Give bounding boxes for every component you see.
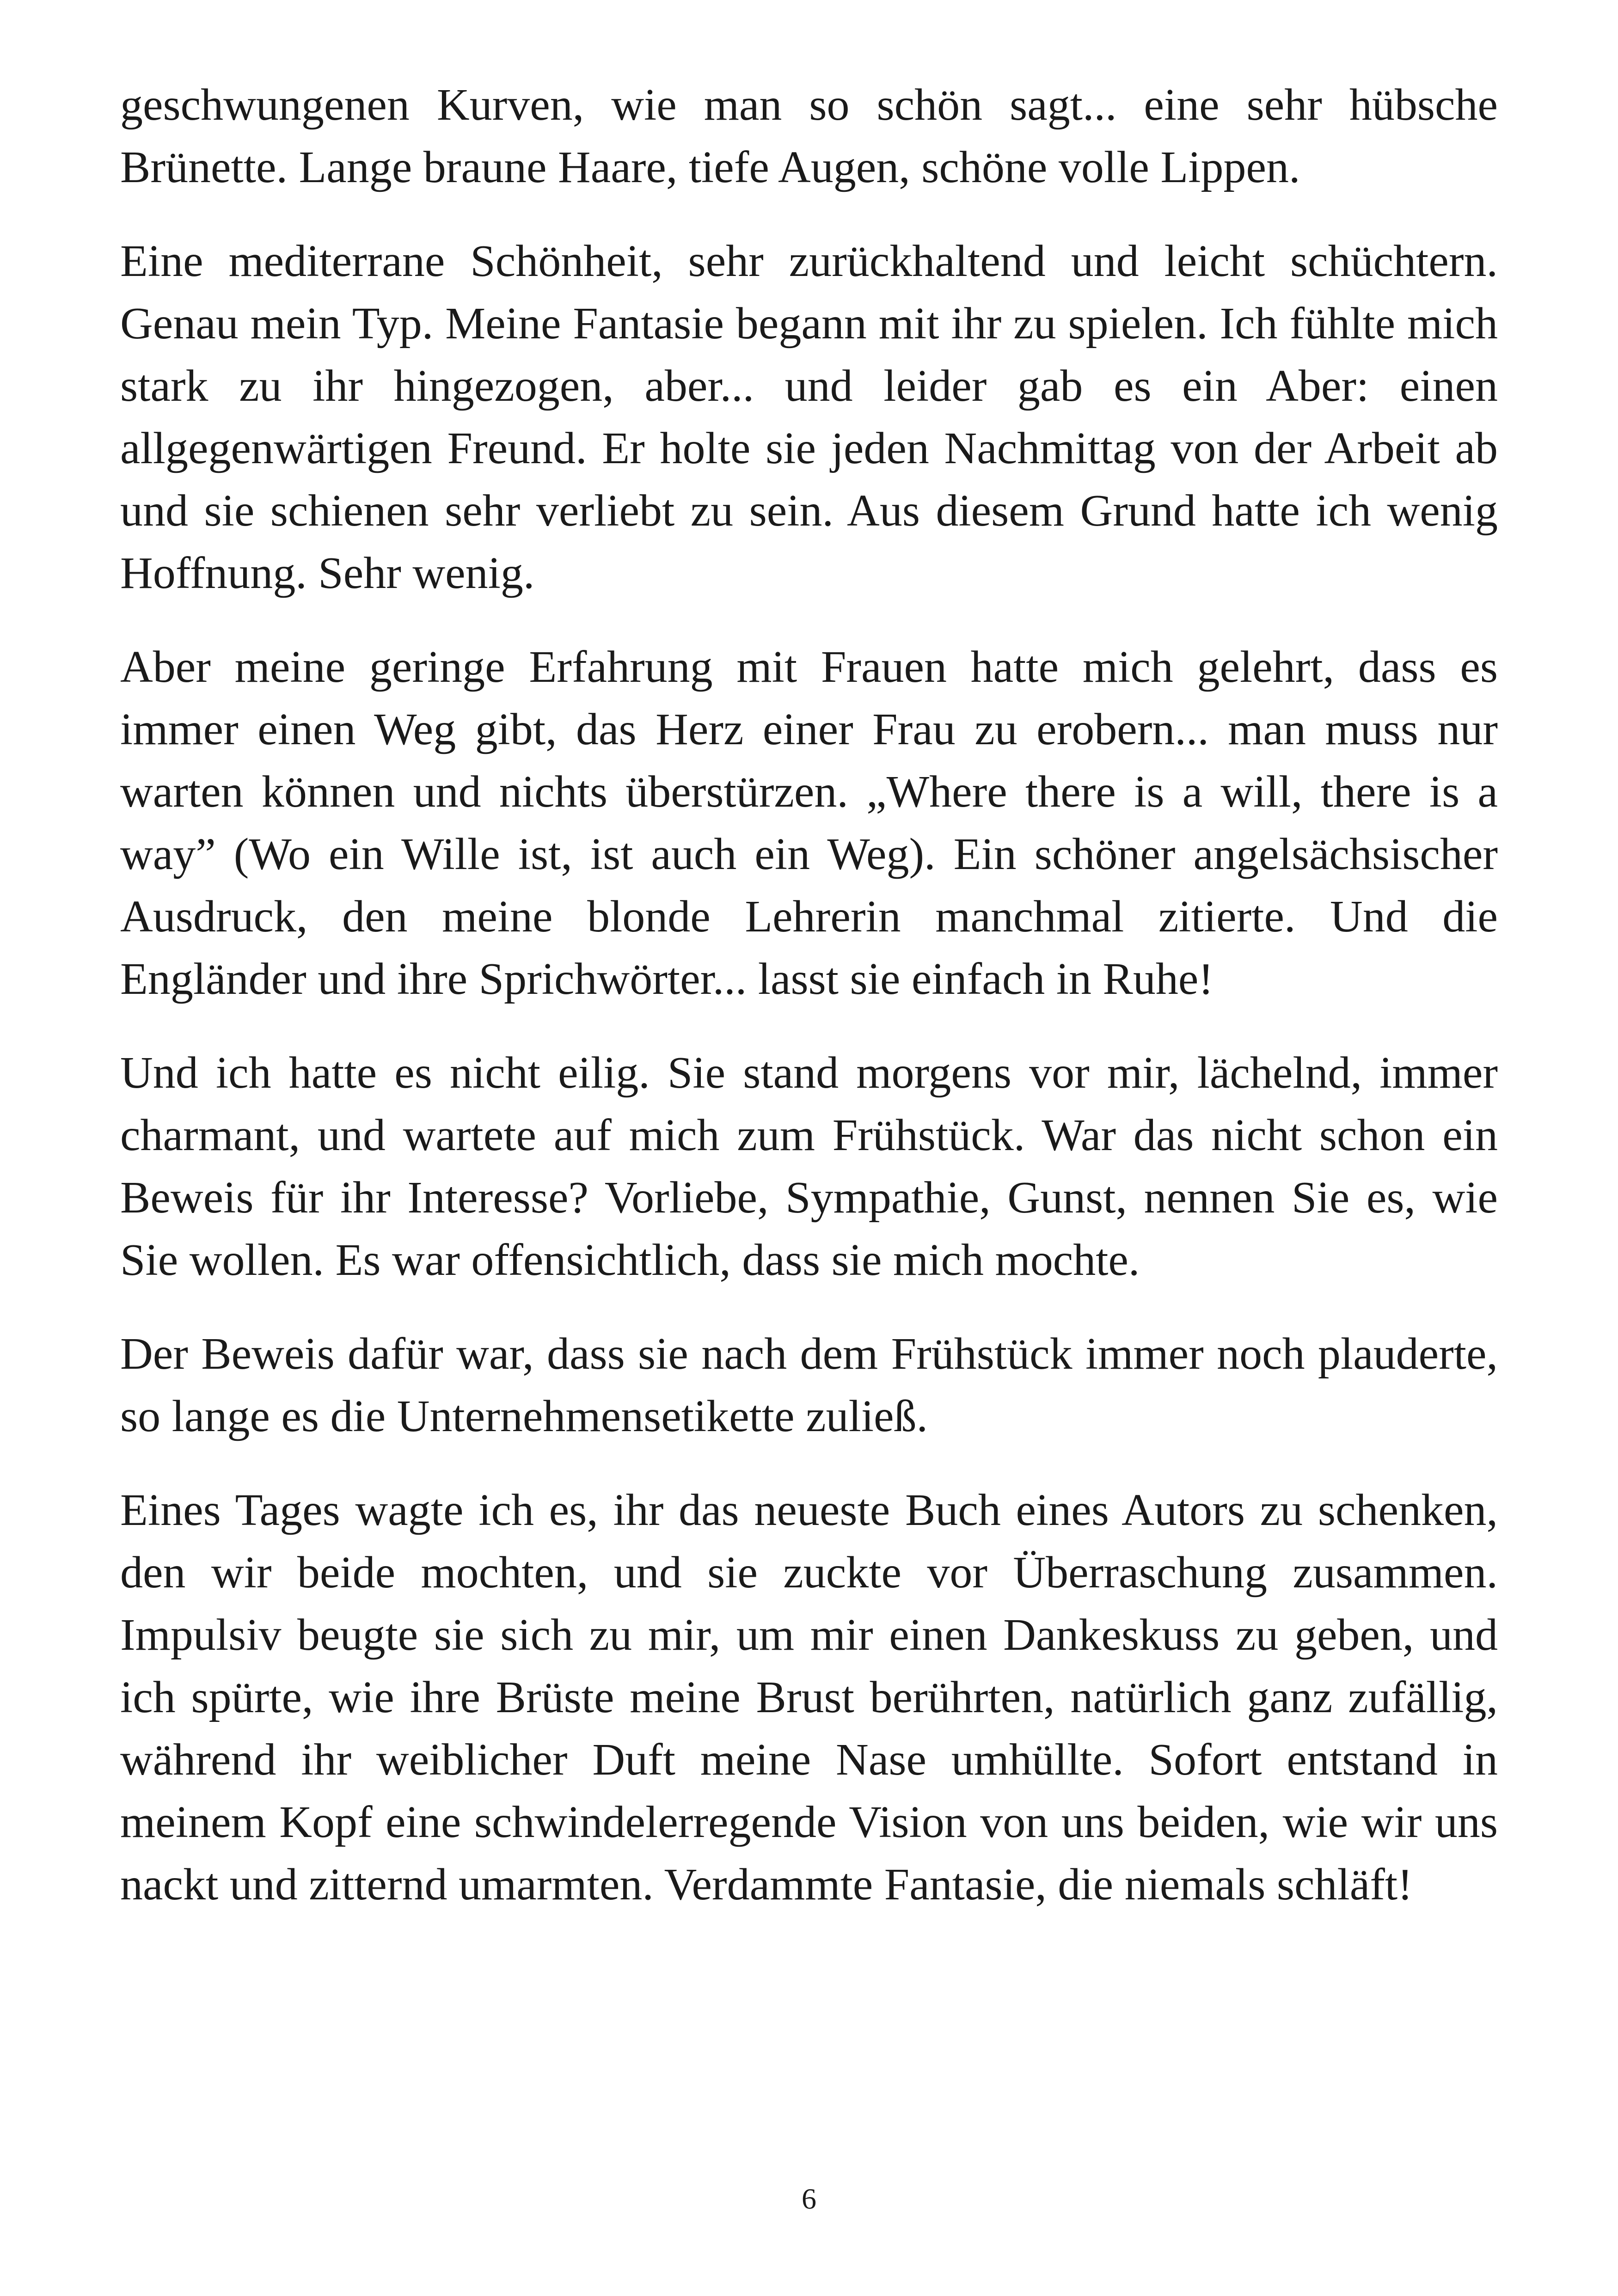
paragraph-1: geschwungenen Kurven, wie man so schön sagt... eine sehr hübsche Brünette. Lange braune Haare, tiefe Augen, schöne volle Lippen. bbox=[120, 80, 1498, 192]
page-number: 6 bbox=[802, 2182, 816, 2215]
paragraph-6: Eines Tages wagte ich es, ihr das neueste Buch eines Autors zu schenken, den wir beide mochten, und sie zuckte vor Überraschung zusammen. Impulsiv beugte sie sich zu mir, um mir einen Dankeskuss zu geben, und ich spürte, wie ihre Brüste meine Brust berührten, natürlich ganz zufällig, während ihr weiblicher Duft meine Nase umhüllte. Sofort entstand in meinem Kopf eine schwindelerregende Vision von uns beiden, wie wir uns nackt und zitternd umarmten. Verdammte Fantasie, die niemals schläft! bbox=[120, 1485, 1498, 1910]
paragraph-5: Der Beweis dafür war, dass sie nach dem Frühstück immer noch plauderte, so lange es die Unternehmensetikette zuließ. bbox=[120, 1329, 1498, 1441]
paragraph-3: Aber meine geringe Erfahrung mit Frauen hatte mich gelehrt, dass es immer einen Weg gibt, das Herz einer Frau zu erobern... man muss nur warten können und nichts überstürzen. „Where there is a will, there is a way” (Wo ein Wille ist, ist auch ein Weg). Ein schöner angelsächsischer Ausdruck, den meine blonde Lehrerin manchmal zitierte. Und die Engländer und ihre Sprichwörter... lasst sie einfach in Ruhe! bbox=[120, 642, 1498, 1004]
paragraph-4: Und ich hatte es nicht eilig. Sie stand morgens vor mir, lächelnd, immer charmant, und wartete auf mich zum Frühstück. War das nicht schon ein Beweis für ihr Interesse? Vorliebe, Sympathie, Gunst, nennen Sie es, wie Sie wollen. Es war offensichtlich, dass sie mich mochte. bbox=[120, 1048, 1498, 1285]
paragraph-2: Eine mediterrane Schönheit, sehr zurückhaltend und leicht schüchtern. Genau mein Typ. Meine Fantasie begann mit ihr zu spielen. Ich fühlte mich stark zu ihr hingezogen, aber... und leider gab es ein Aber: einen allgegenwärtigen Freund. Er holte sie jeden Nachmittag von der Arbeit ab und sie schienen sehr verliebt zu sein. Aus diesem Grund hatte ich wenig Hoffnung. Sehr wenig. bbox=[120, 236, 1498, 598]
page-body bbox=[120, 74, 1498, 2108]
